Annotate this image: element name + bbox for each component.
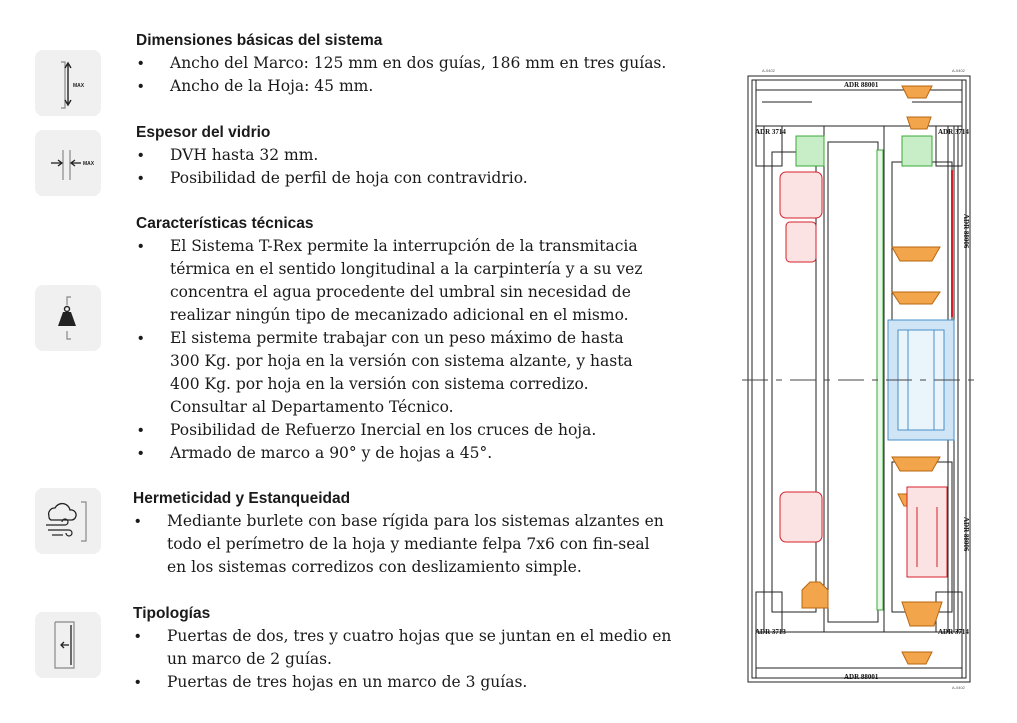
label-right-lower-vertical: ADR 88006 [962, 517, 970, 552]
label-top-frame: ADR 88001 [844, 81, 879, 89]
section-title: Espesor del vidrio [136, 124, 271, 141]
middle-sash [828, 142, 878, 622]
section-sealing [133, 489, 665, 579]
orange-part [902, 86, 932, 98]
bullet-list [136, 235, 656, 465]
green-gasket [902, 136, 932, 166]
label-right-bottom: ADR 3714 [938, 628, 969, 636]
bullet-list [136, 52, 696, 98]
list-item: • Puertas de dos, tres y cuatro hojas que se juntan en el medio en un marco de 2 guías. [133, 625, 673, 671]
orange-part [892, 247, 940, 261]
label-small-top-right: A-0402 [952, 68, 965, 73]
max-label-1: MAX [73, 83, 85, 89]
label-right-upper-vertical: ADR 88006 [962, 214, 970, 249]
section-title: Dimensiones básicas del sistema [136, 32, 383, 49]
red-hardware-right [907, 487, 947, 577]
icon-box-weight [35, 285, 101, 351]
list-item: • El Sistema T-Rex permite la interrupción de la transmitacia térmica en el sentido longitudinal a la carpintería y a su vez concentra el agua procedente del umbral sin necesidad de realizar ningún tipo de mecanizado adicional en el mismo. [136, 235, 656, 327]
bullet-list [136, 144, 696, 190]
section-glass [136, 123, 696, 190]
orange-part [802, 582, 828, 608]
icon-box-weather [35, 488, 101, 554]
orange-part [907, 117, 931, 129]
list-item: • Posibilidad de perfil de hoja con contravidrio. [136, 167, 696, 190]
orange-part [902, 652, 932, 664]
bottom-frame-profile [756, 632, 962, 678]
section-title: Características técnicas [136, 215, 314, 232]
red-roller-bottom [780, 492, 822, 542]
label-small-bottom-right: A-0402 [952, 685, 965, 690]
list-item: • Puertas de tres hojas en un marco de 3 guías. [133, 671, 673, 694]
green-gasket [796, 136, 824, 166]
label-right-top: ADR 3714 [938, 128, 969, 136]
label-small-top-left: A-0402 [762, 68, 775, 73]
red-roller-top [786, 222, 816, 262]
list-item: • El sistema permite trabajar con un peso máximo de hasta 300 Kg. por hoja en la versión con sistema alzante, y hasta 400 Kg. por hoja en la versión con sistema corredizo. Consultar al Departamento Técnico. [136, 327, 656, 419]
label-bottom-frame: ADR 88001 [844, 673, 879, 681]
glass-thickness-icon [35, 130, 101, 196]
weight-icon [35, 285, 101, 351]
icon-box-typologies [35, 612, 101, 678]
section-technical [136, 214, 656, 465]
bullet-list [133, 510, 665, 579]
weather-wind-icon [35, 488, 101, 554]
list-item: • Posibilidad de Refuerzo Inercial en los cruces de hoja. [136, 419, 656, 442]
profile-cross-section-drawing [742, 62, 982, 692]
red-roller-top [780, 172, 822, 218]
section-dimensions [136, 31, 696, 98]
label-left-bottom: ADR 3713 [755, 628, 786, 636]
section-typologies [133, 604, 673, 694]
list-item: • Armado de marco a 90° y de hojas a 45°. [136, 442, 656, 465]
list-item: • Ancho de la Hoja: 45 mm. [136, 75, 696, 98]
section-title: Tipologías [133, 605, 211, 622]
sliding-door-icon [35, 612, 101, 678]
list-item: • DVH hasta 32 mm. [136, 144, 696, 167]
icon-box-glass [35, 130, 101, 196]
list-item: • Mediante burlete con base rígida para los sistemas alzantes en todo el perímetro de la hoja y mediante felpa 7x6 con fin-seal en los sistemas corredizos con deslizamiento simple. [133, 510, 665, 579]
max-label-2: MAX [83, 161, 95, 167]
orange-part [892, 292, 940, 304]
orange-part [892, 457, 940, 471]
label-left-top: ADR 3714 [755, 128, 786, 136]
icon-box-dimensions [35, 50, 101, 116]
bullet-list [133, 625, 673, 694]
list-item: • Ancho del Marco: 125 mm en dos guías, 186 mm en tres guías. [136, 52, 696, 75]
section-title: Hermeticidad y Estanqueidad [133, 490, 351, 507]
max-height-icon [35, 50, 101, 116]
